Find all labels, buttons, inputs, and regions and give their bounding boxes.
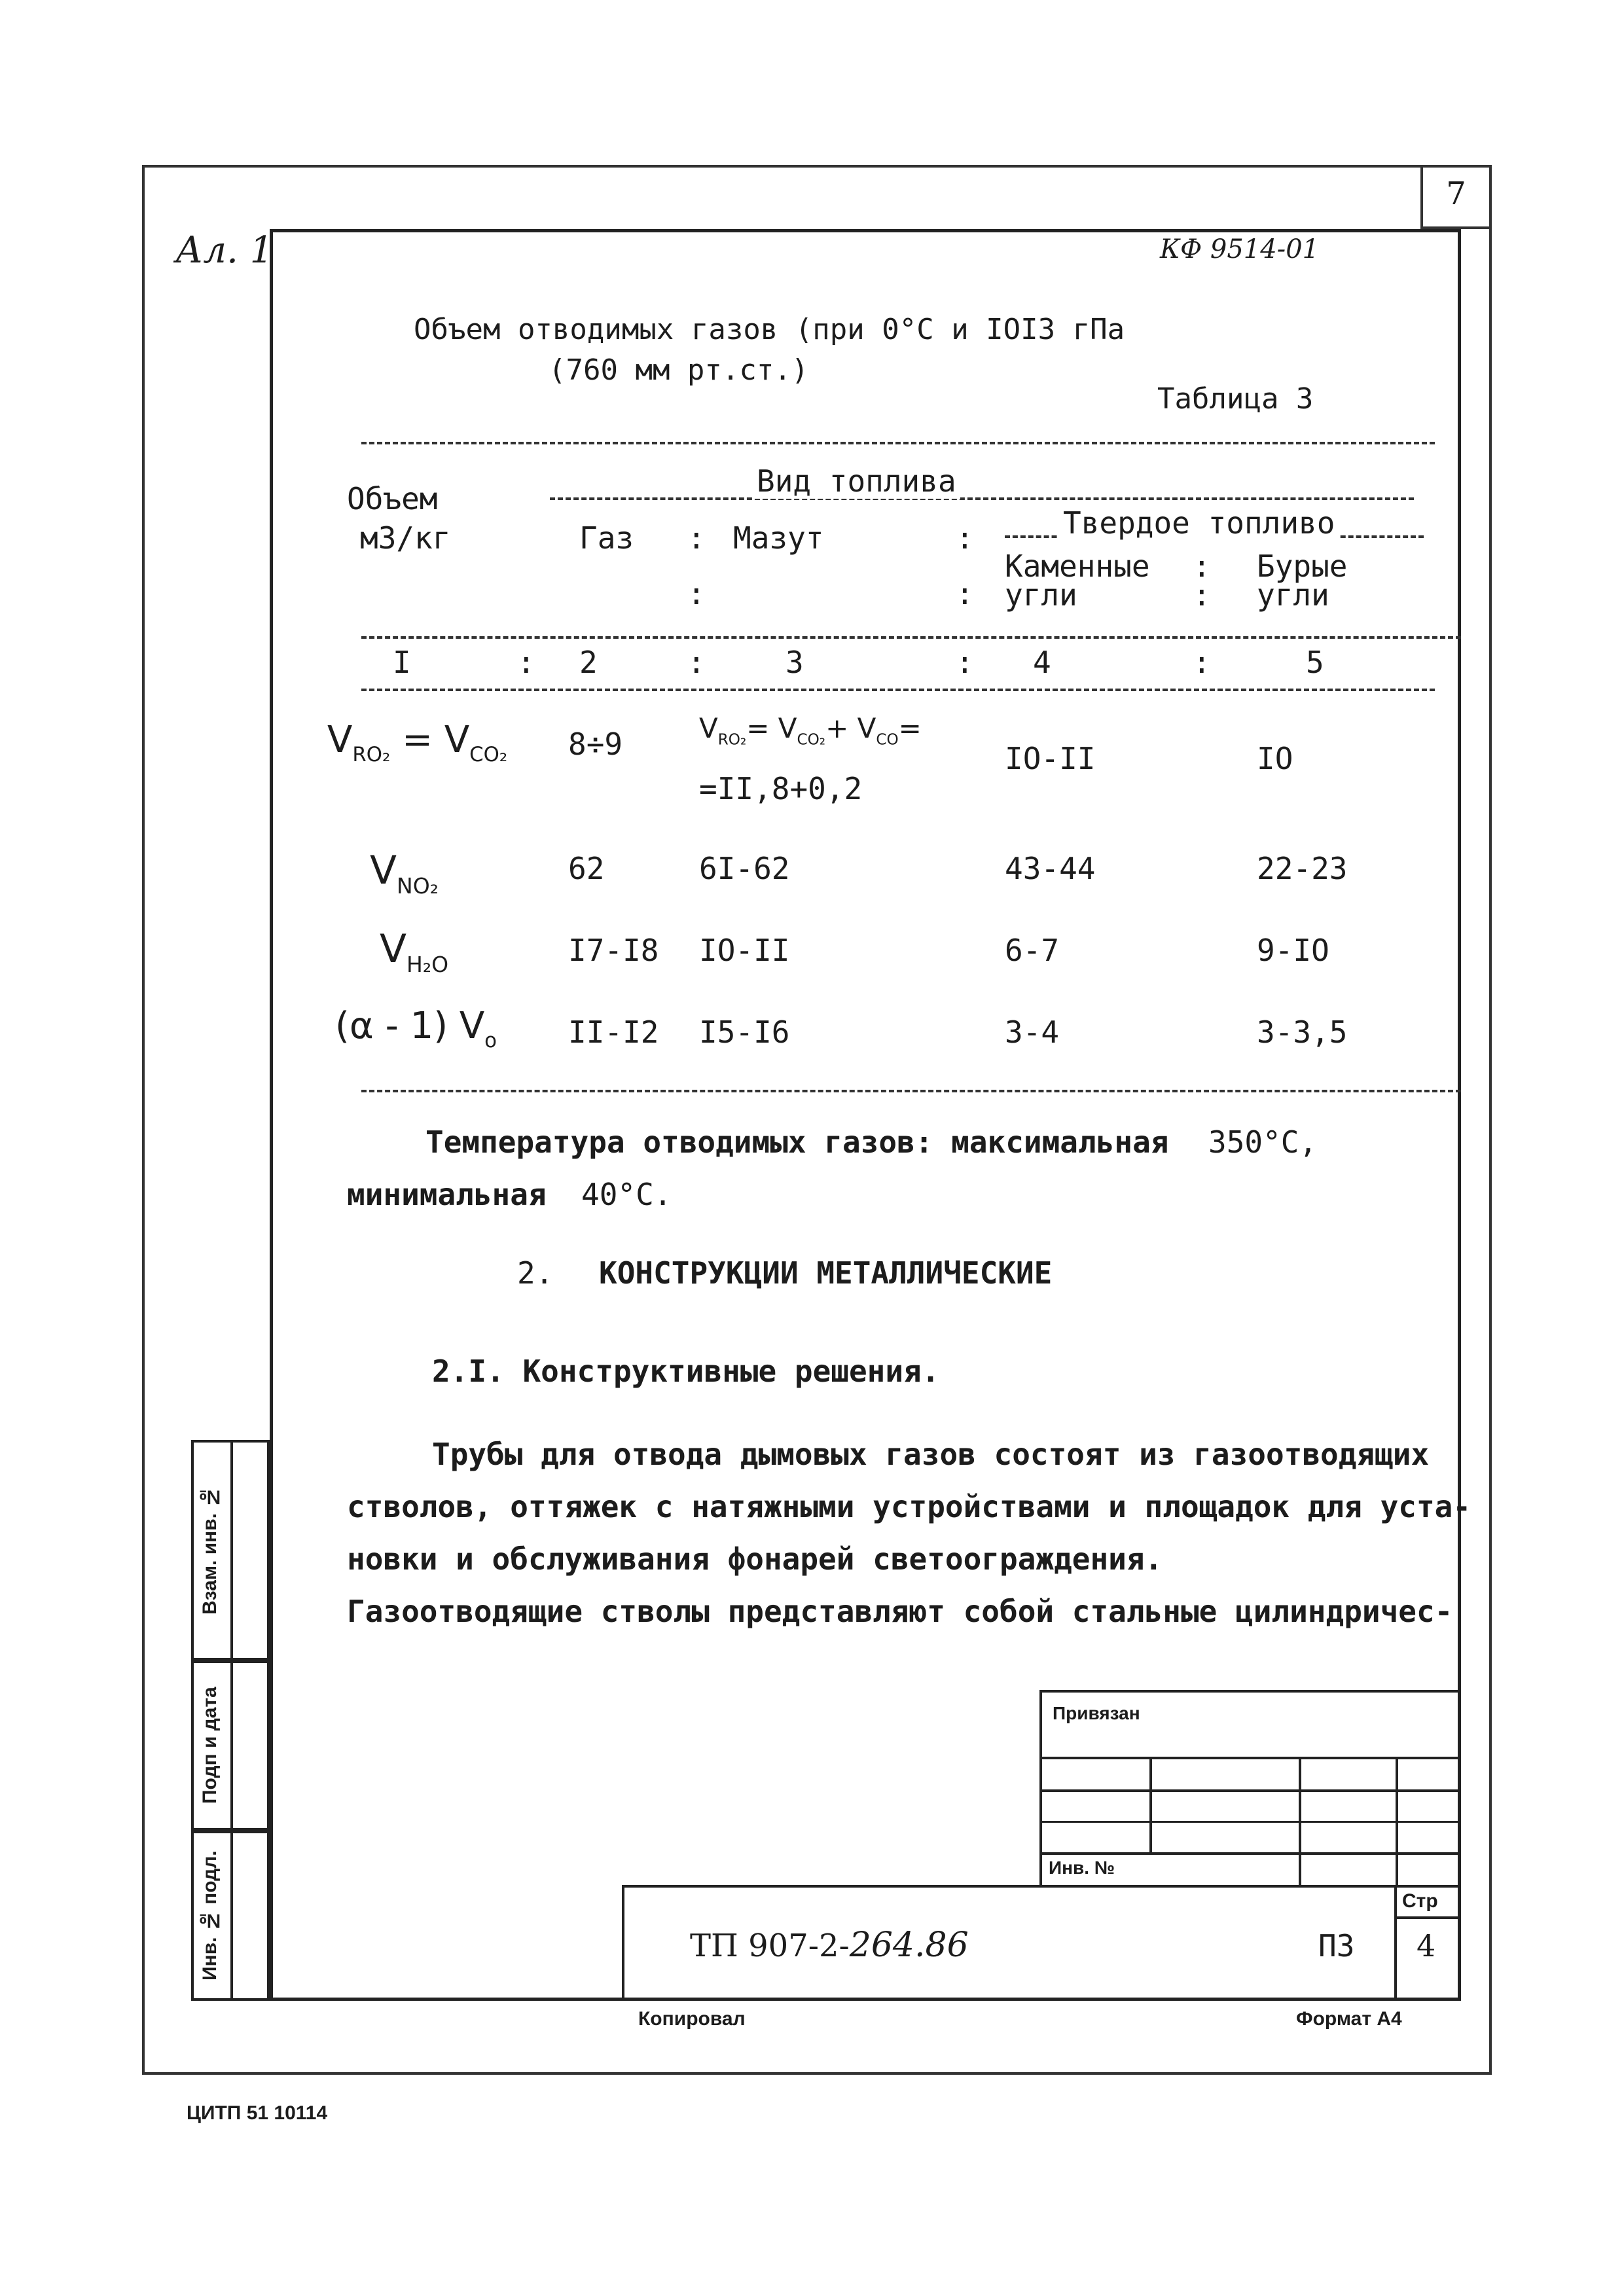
row-1-label: $V_{RO_2} = V_{CO_2}$	[327, 719, 508, 766]
col-number-4: 4	[1033, 645, 1051, 680]
col-number-5: 5	[1306, 645, 1324, 680]
row-4-brown: 3-3,5	[1257, 1014, 1348, 1050]
col-number-sep: :	[956, 645, 974, 680]
row-3-brown: 9-IO	[1257, 933, 1329, 968]
col-number-1: I	[393, 645, 411, 680]
stamp-doc-number-printed: ТП 907-2-	[690, 1928, 850, 1964]
row-1-gas: 8÷9	[568, 726, 623, 762]
stamp-vrule	[1396, 1757, 1398, 1885]
section-2-title: КОНСТРУКЦИИ МЕТАЛЛИЧЕСКИЕ	[599, 1255, 1053, 1291]
side-sign-date	[191, 1660, 270, 1831]
col-separator-1b: :	[687, 576, 706, 611]
table-top-rule	[361, 442, 1435, 444]
footer-format: Формат А4	[1296, 2008, 1402, 2030]
temperature-min: 40°С.	[581, 1177, 672, 1212]
temperature-line-1: Температура отводимых газов: максимальная	[425, 1124, 1169, 1160]
section-2-1-title: 2.I. Конструктивные решения.	[432, 1354, 940, 1389]
col-stone-1: Каменные	[1005, 548, 1150, 584]
row-2-brown: 22-23	[1257, 851, 1348, 886]
row-4-stone: 3-4	[1005, 1014, 1060, 1050]
side-replace-inv	[191, 1440, 270, 1660]
body-line-3: новки и обслуживания фонарей светоограждения.	[347, 1541, 1163, 1577]
col-number-sep: :	[687, 645, 706, 680]
table-label: Таблица 3	[1157, 382, 1314, 416]
body-line-1: Трубы для отвода дымовых газов состоят из газоотводящих	[432, 1437, 1430, 1472]
side-inv-orig	[191, 1831, 270, 2001]
fuel-type-header: Вид топлива	[753, 463, 960, 499]
heading-line-2: (760 мм рт.ст.)	[549, 353, 809, 387]
col-separator-3: :	[1193, 548, 1211, 584]
section-2-number: 2.	[517, 1255, 554, 1291]
stamp-attached-label: Привязан	[1053, 1703, 1140, 1723]
row-2-label: $V_{NO_2}$	[370, 848, 439, 899]
stamp-vrule	[1299, 1757, 1301, 1885]
stamp-rule	[1394, 1916, 1458, 1919]
row-2-mazut: 6I-62	[699, 851, 790, 886]
row-3-label: $V_{H_2O}$	[380, 926, 449, 977]
col-gas: Газ	[579, 520, 634, 556]
row-4-mazut: I5-I6	[699, 1014, 790, 1050]
stamp-vrule	[1394, 1888, 1397, 1998]
row-1-stone: IO-II	[1005, 741, 1096, 776]
table-bottom-rule	[361, 1090, 1461, 1092]
heading-line-1: Объем отводимых газов (при 0°С и IOI3 гПа	[414, 313, 1125, 346]
row-1-brown: IO	[1257, 741, 1293, 776]
stamp-attached-block	[1039, 1690, 1461, 1888]
col-separator-2b: :	[956, 576, 974, 611]
footer-copied: Копировал	[638, 2008, 746, 2030]
doc-code-handwritten: КФ 9514-01	[1160, 234, 1320, 264]
body-line-2: стволов, оттяжек с натяжными устройствами и площадок для уста-	[347, 1489, 1471, 1524]
row-2-gas: 62	[568, 851, 605, 886]
col-separator-1: :	[687, 520, 706, 556]
row-3-stone: 6-7	[1005, 933, 1060, 968]
row-3-mazut: IO-II	[699, 933, 790, 968]
solid-fuel-header: Твердое топливо	[1059, 505, 1339, 541]
stamp-sheet-code: ПЗ	[1318, 1928, 1355, 1964]
page-number: 7	[1446, 175, 1466, 212]
stamp-page-label: Стр	[1402, 1890, 1438, 1912]
numbers-rule	[361, 689, 1435, 691]
temperature-min-label: минимальная	[347, 1177, 547, 1212]
stamp-inv-no: Инв. №	[1049, 1857, 1115, 1878]
col-brown-2: угли	[1257, 577, 1329, 613]
col-number-sep: :	[1193, 645, 1211, 680]
stamp-doc-number	[690, 1926, 969, 1965]
row-1-mazut-formula: $V_{RO_2}= V_{CO_2}+ V_{CO}=$	[699, 712, 922, 749]
col-number-2: 2	[579, 645, 598, 680]
col-brown-1: Бурые	[1257, 548, 1348, 584]
side-sign-date-label: Подп и дата	[199, 1687, 221, 1804]
col-number-3: 3	[785, 645, 804, 680]
row-4-gas: II-I2	[568, 1014, 659, 1050]
row-2-stone: 43-44	[1005, 851, 1096, 886]
stamp-vrule	[1149, 1757, 1152, 1855]
col-separator-3b: :	[1193, 577, 1211, 613]
body-line-4: Газоотводящие стволы представляют собой стальные цилиндричес-	[347, 1594, 1453, 1629]
temperature-max: 350°С,	[1208, 1124, 1318, 1160]
col-volume-title: Объем	[347, 481, 438, 516]
side-replace-inv-label: Взам. инв. №	[199, 1486, 221, 1615]
stamp-page-value: 4	[1416, 1928, 1436, 1964]
row-4-label: (α - 1) $V_o$	[335, 1005, 497, 1052]
side-inv-orig-label: Инв. № подл.	[199, 1850, 221, 1981]
col-number-sep: :	[517, 645, 535, 680]
stamp-title-block	[622, 1885, 1461, 2001]
stamp-doc-number-hand: 264.86	[849, 1926, 969, 1965]
col-mazut: Мазут	[733, 520, 824, 556]
col-separator-2: :	[956, 520, 974, 556]
col-volume-unit: м3/кг	[360, 520, 451, 556]
fuel-type-underline	[550, 497, 1414, 500]
header-rule	[361, 636, 1461, 639]
col-stone-2: угли	[1005, 577, 1077, 613]
corner-mark: Ал. 1	[175, 229, 274, 272]
row-1-mazut-value: =II,8+0,2	[699, 771, 863, 806]
footer-org: ЦИТП 51 10114	[187, 2102, 328, 2124]
row-3-gas: I7-I8	[568, 933, 659, 968]
